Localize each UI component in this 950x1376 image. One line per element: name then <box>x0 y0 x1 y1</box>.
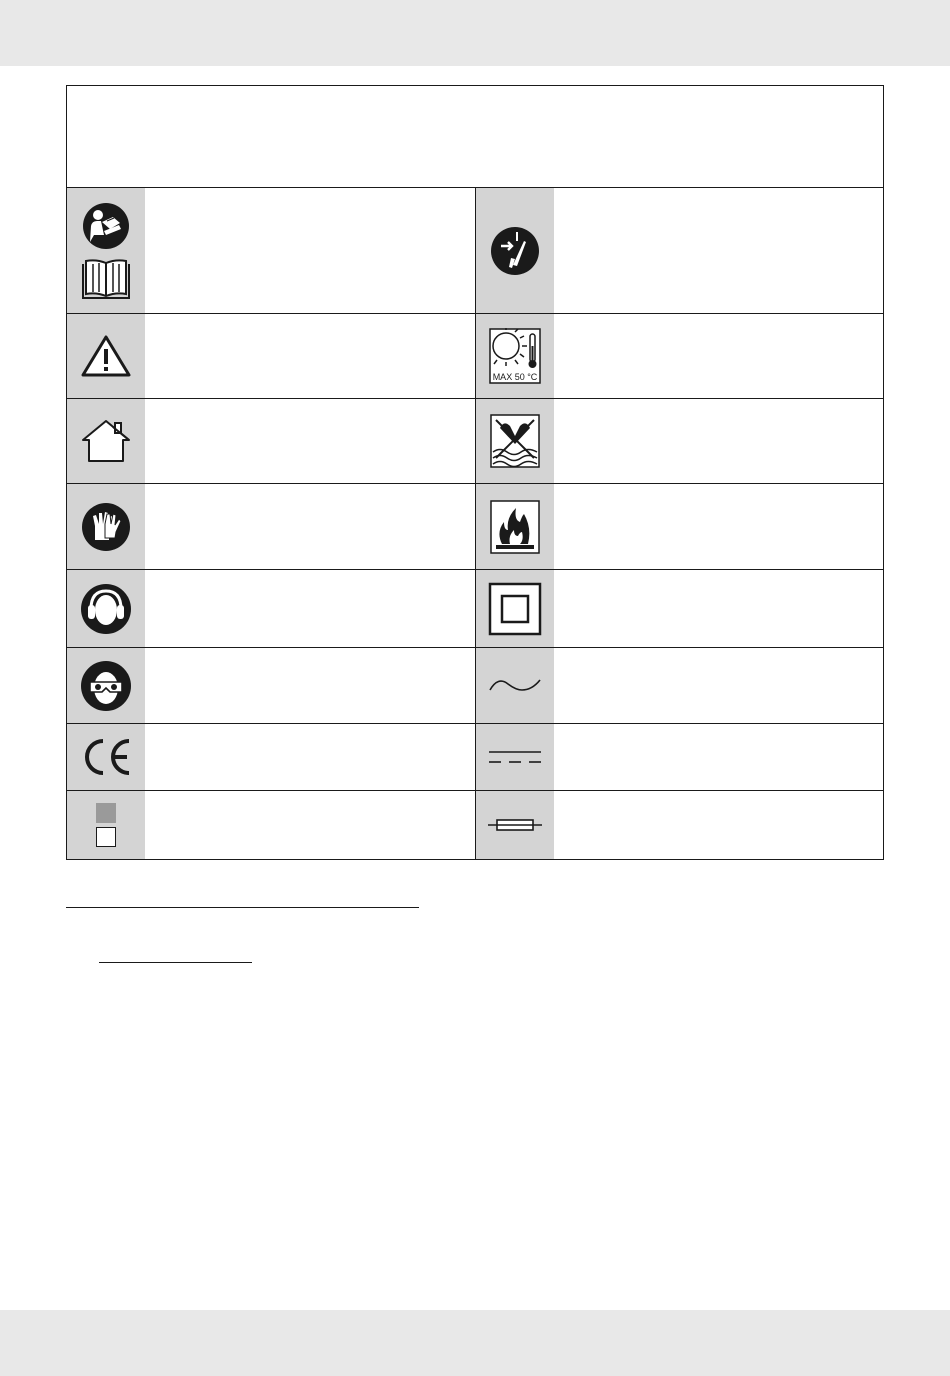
footer-band <box>0 1310 950 1376</box>
protection-class-ii-icon <box>488 582 542 636</box>
direct-current-icon <box>487 749 543 765</box>
white-square-icon <box>96 827 116 847</box>
table-row <box>67 188 883 314</box>
table-row <box>67 724 883 791</box>
symbol-description <box>554 648 884 723</box>
icon-cell <box>67 314 145 398</box>
icon-cell <box>67 724 145 790</box>
wear-ear-protection-icon <box>80 583 132 635</box>
flammable-fire-icon <box>490 500 540 554</box>
table-row <box>67 648 883 724</box>
header-band <box>0 0 950 66</box>
icon-cell <box>67 399 145 483</box>
section-heading-underline <box>66 907 419 908</box>
symbol-description <box>145 791 475 859</box>
fuse-icon <box>487 817 543 833</box>
ce-mark-icon <box>79 737 133 777</box>
warning-triangle-icon <box>81 334 131 378</box>
symbol-description <box>145 314 475 398</box>
symbol-description <box>145 570 475 647</box>
symbol-description <box>554 484 884 569</box>
open-book-icon <box>81 258 131 300</box>
symbol-description <box>145 648 475 723</box>
icon-cell <box>67 188 145 313</box>
table-row <box>67 791 883 859</box>
symbol-description <box>145 724 475 790</box>
icon-cell <box>476 648 554 723</box>
subheading-underline <box>99 962 252 963</box>
symbol-description <box>554 188 884 313</box>
table-row <box>67 399 883 484</box>
no-water-exposure-icon <box>490 414 540 468</box>
alternating-current-icon <box>488 676 542 696</box>
indoor-use-house-icon <box>80 419 132 463</box>
read-manual-mandatory-icon <box>82 202 130 250</box>
wear-eye-protection-icon <box>80 660 132 712</box>
wear-gloves-icon <box>81 502 131 552</box>
sun-thermometer-max-temp-icon <box>489 328 541 384</box>
table-header <box>67 86 883 188</box>
table-header-text <box>67 86 883 102</box>
icon-cell <box>476 484 554 569</box>
symbol-description <box>554 570 884 647</box>
symbol-legend-table <box>66 85 884 860</box>
grey-square-icon <box>96 803 116 823</box>
icon-cell <box>476 724 554 790</box>
icon-cell <box>67 791 145 859</box>
icon-cell <box>476 570 554 647</box>
symbol-description <box>554 724 884 790</box>
symbol-description <box>145 399 475 483</box>
table-row <box>67 314 883 399</box>
icon-cell <box>67 570 145 647</box>
max-temp-caption: MAX 50 °C <box>492 372 538 382</box>
icon-cell <box>476 188 554 313</box>
symbol-description <box>554 791 884 859</box>
icon-cell <box>476 399 554 483</box>
table-row <box>67 570 883 648</box>
icon-cell <box>476 314 554 398</box>
symbol-description <box>554 314 884 398</box>
icon-cell <box>67 648 145 723</box>
icon-cell <box>476 791 554 859</box>
symbol-description <box>554 399 884 483</box>
table-row <box>67 484 883 570</box>
icon-cell <box>67 484 145 569</box>
symbol-description <box>145 484 475 569</box>
symbol-description <box>145 188 475 313</box>
disconnect-plug-icon <box>490 226 540 276</box>
